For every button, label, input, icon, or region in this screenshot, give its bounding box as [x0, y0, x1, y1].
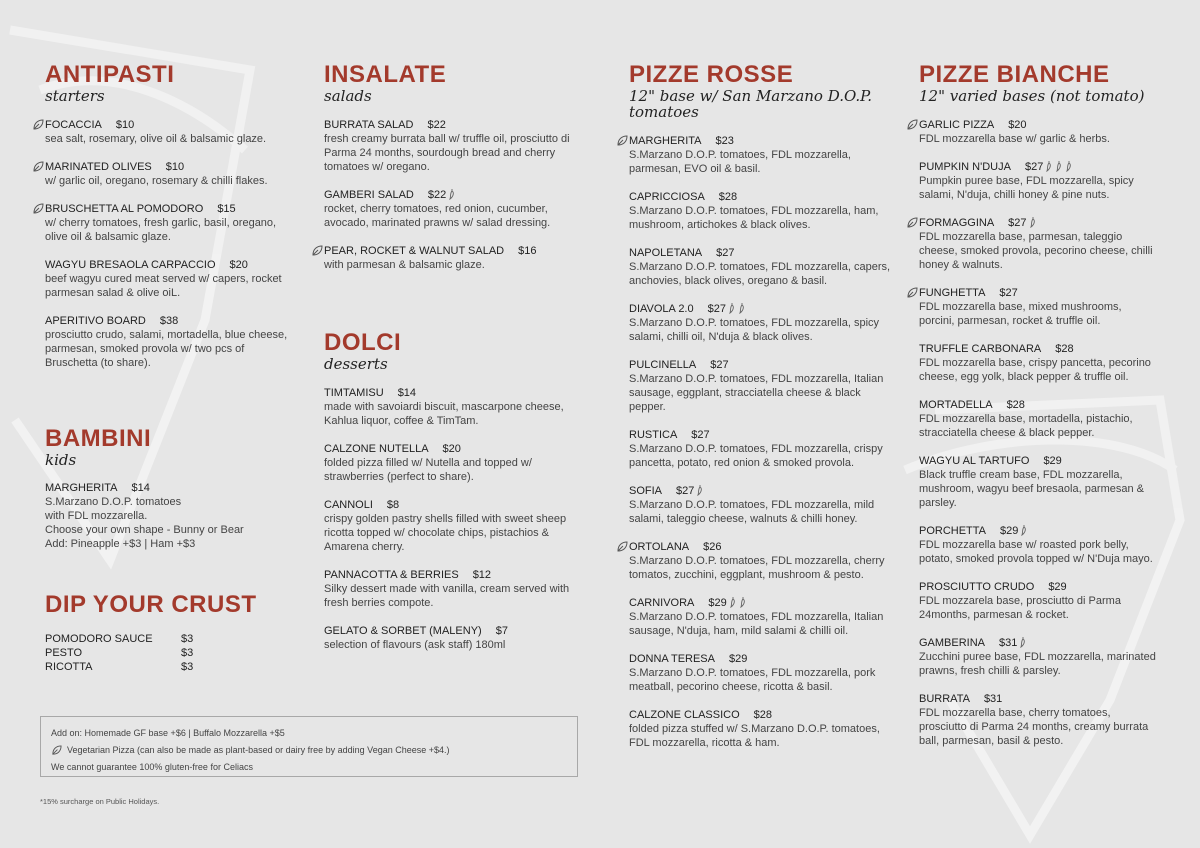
item-name: PULCINELLA: [629, 359, 697, 371]
item-name: DONNA TERESA: [629, 653, 715, 665]
item-description: Black truffle cream base, FDL mozzarella, mushroom, wagyu beef bresaola, parmesan & parsley.: [919, 469, 1145, 509]
item-name: CARNIVORA: [629, 597, 695, 609]
item-price: $31: [983, 693, 1003, 705]
menu-item: [324, 442, 579, 484]
item-description: Pumpkin puree base, FDL mozzarella, spicy salami, N'duja, chilli honey & pine nuts.: [919, 175, 1134, 201]
item-header: [629, 358, 891, 372]
item-description: S.Marzano D.O.P. tomatoes, FDL mozzarella, mild salami, taleggio cheese, walnuts & chilli honey.: [629, 499, 875, 525]
item-price: $38: [159, 315, 179, 327]
section-subtitle: 12" base w/ San Marzano D.O.P. tomatoes: [629, 87, 872, 121]
menu-item: [324, 244, 579, 272]
item-name: TRUFFLE CARBONARA: [919, 343, 1042, 355]
menu-item: [919, 118, 1159, 146]
item-header: [324, 624, 579, 638]
menu-item: [919, 580, 1159, 622]
item-price: $28: [753, 709, 772, 721]
item-header: [324, 568, 579, 582]
section-subtitle: starters: [45, 87, 105, 105]
item-header: [629, 484, 891, 498]
item-header: [919, 286, 1159, 300]
menu-item: [629, 652, 891, 694]
item-description: selection of flavours (ask staff) 180ml: [324, 639, 506, 651]
item-price: $29: [1000, 525, 1019, 537]
pizze-bianche-list: [919, 118, 1159, 748]
dip-price: $3: [181, 661, 194, 673]
leaf-icon: [32, 203, 44, 215]
item-header: [629, 428, 891, 442]
chili-icon: [447, 188, 456, 200]
item-description: FDL mozzarella base, crispy pancetta, pecorino cheese, egg yolk, black pepper & truffle oil.: [919, 357, 1151, 383]
section-subtitle: kids: [45, 451, 77, 469]
menu-item: [629, 540, 891, 582]
item-description: made with savoiardi biscuit, mascarpone cheese, Kahlua liquor, coffee & TimTam.: [324, 401, 564, 427]
item-price: $28: [718, 191, 738, 203]
item-price: $10: [165, 161, 185, 173]
item-price: $27: [676, 485, 695, 497]
pizze-rosse-section: [629, 62, 891, 750]
item-description: fresh creamy burrata ball w/ truffle oil, prosciutto di Parma 24 months, sourdough bread and cherry tomatoes w/ oregano.: [324, 133, 570, 173]
item-name: FUNGHETTA: [919, 287, 986, 299]
chili-icon: [1019, 524, 1028, 536]
chili-icon: [695, 484, 704, 496]
dip-price: $3: [181, 647, 194, 659]
item-price: $27: [1024, 161, 1044, 173]
item-price: $20: [1008, 119, 1027, 131]
item-name: WAGYU AL TARTUFO: [919, 455, 1030, 467]
section-subtitle: 12" varied bases (not tomato): [919, 87, 1145, 105]
item-description: S.Marzano D.O.P. tomatoes, FDL mozzarella, Italian sausage, eggplant, stracciatella cheese & black pepper.: [629, 373, 884, 413]
antipasti-list: [45, 118, 295, 370]
menu-item: [629, 708, 891, 750]
menu-item: [45, 118, 295, 146]
item-desc-line: with FDL mozzarella.: [45, 510, 148, 522]
item-header: [324, 118, 579, 132]
item-header: [45, 202, 295, 216]
leaf-icon: [906, 287, 918, 299]
leaf-icon: [616, 541, 628, 553]
chili-icon: [1018, 636, 1027, 648]
chili-icon: [737, 302, 746, 314]
item-name: PUMPKIN N'DUJA: [919, 161, 1011, 173]
menu-item: [45, 314, 295, 370]
item-header: [629, 134, 891, 148]
menu-item: [919, 286, 1159, 328]
leaf-icon: [616, 135, 628, 147]
item-desc-line: Choose your own shape - Bunny or Bear: [45, 524, 244, 536]
menu-item: [324, 386, 579, 428]
item-price: $27: [1008, 217, 1027, 229]
item-description: FDL mozzarella base, cherry tomatoes, prosciutto di Parma 24 months, creamy burrata ball, parmesan, basil & pesto.: [919, 707, 1149, 747]
menu-item: [919, 160, 1159, 202]
item-description: S.Marzano D.O.P. tomatoes, FDL mozzarella, cherry tomatos, zucchini, eggplant, mushroom & pesto.: [629, 555, 885, 581]
item-price: $7: [495, 625, 508, 637]
item-name: PEAR, ROCKET & WALNUT SALAD: [324, 245, 505, 257]
item-name: PANNACOTTA & BERRIES: [324, 569, 459, 581]
notes-box: [40, 716, 578, 777]
item-description: prosciutto crudo, salami, mortadella, blue cheese, parmesan, smoked provola w/ two pcs of Bruschetta (to share).: [45, 329, 288, 369]
item-description: FDL mozzarella base, mortadella, pistachio, stracciatella cheese & black pepper.: [919, 413, 1133, 439]
dolci-section: [324, 330, 579, 666]
item-description: S.Marzano D.O.P. tomatoes, FDL mozzarella, parmesan, EVO oil & basil.: [629, 149, 851, 175]
column-2: [324, 61, 579, 651]
vegetarian-note: [51, 742, 567, 759]
item-price: $31: [999, 637, 1018, 649]
menu-item: [45, 202, 295, 244]
column-1: [45, 61, 295, 673]
item-header: [919, 454, 1159, 468]
item-name: PORCHETTA: [919, 525, 987, 537]
dip-name: PESTO: [45, 647, 83, 659]
item-description: S.Marzano D.O.P. tomatoes, FDL mozzarella, spicy salami, chilli oil, N'duja & black olives.: [629, 317, 880, 343]
item-price: $12: [472, 569, 492, 581]
item-header: [324, 442, 579, 456]
item-description: crispy golden pastry shells filled with sweet sheep ricotta topped w/ chocolate chips, pistachios & Amarena cherry.: [324, 513, 567, 553]
item-name: CANNOLI: [324, 499, 373, 511]
item-header: [919, 524, 1159, 538]
item-name: MORTADELLA: [919, 399, 993, 411]
dip-item: [45, 632, 295, 646]
item-name: GAMBERI SALAD: [324, 189, 414, 201]
item-name: DIAVOLA 2.0: [629, 303, 694, 315]
item-header: [629, 302, 891, 316]
section-title: PIZZE BIANCHE: [919, 61, 1110, 88]
menu-item: [324, 624, 579, 652]
item-name: RUSTICA: [629, 429, 678, 441]
item-price: $28: [1006, 399, 1025, 411]
item-name: CALZONE CLASSICO: [629, 709, 740, 721]
item-description: S.Marzano D.O.P. tomatoes, FDL mozzarella, pork meatball, pecorino cheese, ricotta & basil.: [629, 667, 876, 693]
item-header: [919, 398, 1159, 412]
item-name: CAPRICCIOSA: [629, 191, 705, 203]
item-header: [629, 596, 891, 610]
item-description: S.Marzano D.O.P. tomatoes, FDL mozzarella, Italian sausage, N'duja, ham, mild salami & chilli oil.: [629, 611, 884, 637]
menu-item: [629, 358, 891, 414]
item-header: [919, 692, 1159, 706]
chili-icon: [1064, 160, 1073, 172]
item-price: $20: [229, 259, 248, 271]
menu-item: [629, 428, 891, 470]
gluten-note: We cannot guarantee 100% gluten-free for Celiacs: [51, 762, 253, 772]
item-description: Silky dessert made with vanilla, cream served with fresh berries compote.: [324, 583, 570, 609]
section-title: INSALATE: [324, 61, 447, 88]
item-price: $22: [427, 189, 447, 201]
menu-item: [919, 216, 1159, 272]
menu-item: [919, 342, 1159, 384]
item-header: [629, 708, 891, 722]
item-price: $27: [999, 287, 1018, 299]
item-description: rocket, cherry tomatoes, red onion, cucumber, avocado, marinated prawns w/ salad dressing.: [324, 203, 551, 229]
item-price: $29: [1043, 455, 1062, 467]
item-header: [919, 342, 1159, 356]
item-header: [45, 118, 295, 132]
item-description: FDL mozzarella base, mixed mushrooms, porcini, parmesan, rocket & truffle oil.: [919, 301, 1122, 327]
item-header: [919, 636, 1159, 650]
item-name: MARGHERITA: [45, 482, 118, 494]
menu-item: [919, 398, 1159, 440]
item-header: [324, 386, 579, 400]
bambini-section: [45, 426, 295, 565]
leaf-icon: [32, 161, 44, 173]
item-price: $29: [729, 653, 748, 665]
item-description: FDL mozzarella base w/ roasted pork belly, potato, smoked provola topped w/ N'Duja mayo.: [919, 539, 1153, 565]
item-header: [324, 244, 579, 258]
item-header: [324, 498, 579, 512]
section-subtitle: salads: [324, 87, 372, 105]
dip-name: POMODORO SAUCE: [45, 633, 153, 645]
dip-price: $3: [181, 633, 194, 645]
item-header: [629, 540, 891, 554]
item-name: BURRATA: [919, 693, 970, 705]
menu-item: [629, 190, 891, 232]
menu-item: [324, 118, 579, 174]
item-description: sea salt, rosemary, olive oil & balsamic glaze.: [45, 133, 267, 145]
dip-item: [45, 660, 295, 674]
item-name: BRUSCHETTA AL POMODORO: [45, 203, 204, 215]
menu-item: [629, 596, 891, 638]
vegetarian-note-text: Vegetarian Pizza (can also be made as plant-based or dairy free by adding Vegan Cheese +$4.): [67, 745, 450, 755]
chili-icon: [1044, 160, 1053, 172]
item-header: [324, 188, 579, 202]
item-price: $27: [691, 429, 710, 441]
section-title: ANTIPASTI: [45, 61, 175, 88]
menu-item: [324, 498, 579, 554]
item-description: FDL mozzarella base, parmesan, taleggio cheese, smoked provola, pecorino cheese, chilli honey & walnuts.: [919, 231, 1153, 271]
column-4: [919, 62, 1159, 762]
item-price: $27: [716, 247, 735, 259]
item-header: [45, 481, 295, 495]
insalate-section: [324, 62, 579, 272]
menu-item: [629, 484, 891, 526]
menu-item: [324, 188, 579, 230]
item-name: WAGYU BRESAOLA CARPACCIO: [45, 259, 216, 271]
chili-icon: [728, 596, 737, 608]
item-price: $22: [427, 119, 446, 131]
item-header: [629, 652, 891, 666]
item-name: SOFIA: [629, 485, 663, 497]
leaf-icon: [32, 119, 44, 131]
menu-item: [45, 258, 295, 300]
item-description: S.Marzano D.O.P. tomatoes, FDL mozzarella, capers, anchovies, black olives, oregano & basil.: [629, 261, 891, 287]
item-header: [45, 258, 295, 272]
item-price: $14: [397, 387, 417, 399]
item-price: $8: [386, 499, 400, 511]
item-price: $16: [518, 245, 537, 257]
leaf-icon: [51, 745, 62, 756]
item-header: [45, 160, 295, 174]
chili-icon: [1028, 216, 1037, 228]
menu-item: [45, 481, 295, 551]
item-description: beef wagyu cured meat served w/ capers, rocket parmesan salad & olive oiL.: [45, 273, 282, 299]
item-name: GARLIC PIZZA: [919, 119, 995, 131]
item-description: FDL mozzarella base w/ garlic & herbs.: [919, 133, 1110, 145]
item-price: $14: [131, 482, 150, 494]
item-name: TIMTAMISU: [324, 387, 384, 399]
menu-item: [629, 134, 891, 176]
item-header: [919, 216, 1159, 230]
item-header: [629, 246, 891, 260]
item-desc-line: S.Marzano D.O.P. tomatoes: [45, 496, 182, 508]
menu-item: [919, 692, 1159, 748]
item-desc-line: Add: Pineapple +$3 | Ham +$3: [45, 538, 196, 550]
menu-item: [919, 636, 1159, 678]
dip-item: [45, 646, 295, 660]
item-price: $15: [217, 203, 236, 215]
dip-section: [45, 592, 295, 674]
item-price: $23: [715, 135, 734, 147]
menu-item: [324, 568, 579, 610]
item-description: w/ garlic oil, oregano, rosemary & chilli flakes.: [45, 175, 268, 187]
item-name: APERITIVO BOARD: [45, 315, 146, 327]
chili-icon: [738, 596, 747, 608]
chili-icon: [1054, 160, 1063, 172]
leaf-icon: [906, 217, 918, 229]
dip-list: [45, 632, 295, 674]
item-header: [919, 118, 1159, 132]
item-description: with parmesan & balsamic glaze.: [324, 259, 485, 271]
item-description: w/ cherry tomatoes, fresh garlic, basil, oregano, olive oil & balsamic glaze.: [45, 217, 277, 243]
antipasti-section: [45, 62, 295, 370]
item-header: [919, 160, 1159, 174]
pizze-bianche-section: [919, 62, 1159, 748]
section-title: DIP YOUR CRUST: [45, 591, 257, 618]
item-name: NAPOLETANA: [629, 247, 703, 259]
item-name: MARGHERITA: [629, 135, 702, 147]
leaf-icon: [311, 245, 323, 257]
surcharge-footnote: *15% surcharge on Public Holidays.: [40, 797, 160, 806]
item-price: $26: [703, 541, 722, 553]
item-price: $20: [442, 443, 461, 455]
item-price: $28: [1055, 343, 1074, 355]
item-header: [629, 190, 891, 204]
dolci-list: [324, 386, 579, 652]
item-name: CALZONE NUTELLA: [324, 443, 429, 455]
item-header: [45, 314, 295, 328]
item-description: S.Marzano D.O.P. tomatoes, FDL mozzarella, crispy pancetta, potato, red onion & smoked provola.: [629, 443, 883, 469]
section-title: PIZZE ROSSE: [629, 61, 794, 88]
section-subtitle: desserts: [324, 355, 388, 373]
menu-item: [919, 454, 1159, 510]
section-title: BAMBINI: [45, 425, 152, 452]
item-price: $29: [708, 597, 727, 609]
item-description: FDL mozzarela base, prosciutto di Parma 24months, parmesan & rocket.: [919, 595, 1121, 621]
leaf-icon: [906, 119, 918, 131]
section-title: DOLCI: [324, 329, 402, 356]
pizze-rosse-list: [629, 134, 891, 750]
item-description: folded pizza filled w/ Nutella and topped w/ strawberries (perfect to share).: [324, 457, 532, 483]
item-name: PROSCIUTTO CRUDO: [919, 581, 1035, 593]
item-price: $27: [707, 303, 726, 315]
item-name: MARINATED OLIVES: [45, 161, 152, 173]
item-price: $29: [1048, 581, 1067, 593]
chili-icon: [727, 302, 736, 314]
menu-item: [45, 160, 295, 188]
item-header: [919, 580, 1159, 594]
item-price: $10: [115, 119, 135, 131]
item-price: $27: [710, 359, 729, 371]
addon-note: Add on: Homemade GF base +$6 | Buffalo Mozzarella +$5: [51, 728, 285, 738]
item-name: GAMBERINA: [919, 637, 986, 649]
menu-item: [629, 246, 891, 288]
menu-item: [629, 302, 891, 344]
item-description: S.Marzano D.O.P. tomatoes, FDL mozzarella, ham, mushroom, artichokes & black olives.: [629, 205, 879, 231]
insalate-list: [324, 118, 579, 272]
item-description: Zucchini puree base, FDL mozzarella, marinated prawns, fresh chilli & parsley.: [919, 651, 1156, 677]
item-name: BURRATA SALAD: [324, 119, 414, 131]
dip-name: RICOTTA: [45, 661, 93, 673]
menu-item: [919, 524, 1159, 566]
column-3: [629, 62, 891, 764]
item-description: folded pizza stuffed w/ S.Marzano D.O.P. tomatoes, FDL mozzarella, ricotta & ham.: [629, 723, 880, 749]
item-name: FORMAGGINA: [919, 217, 995, 229]
item-name: GELATO & SORBET (MALENY): [324, 625, 482, 637]
item-name: ORTOLANA: [629, 541, 690, 553]
item-name: FOCACCIA: [45, 119, 102, 131]
